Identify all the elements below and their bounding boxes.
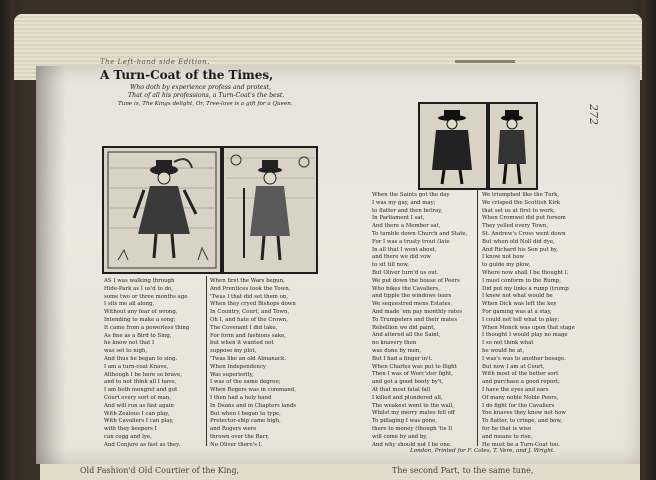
verse-line: Although I be here so brave, bbox=[104, 371, 182, 378]
verse-line: no knavery then bbox=[372, 340, 417, 347]
next-page-right-text: The second Part, to the same tune, bbox=[392, 466, 534, 475]
tune-line: Tune is, The Kings delight, Or, Tree-love is a gift for a Queen. bbox=[118, 101, 293, 107]
verse-line: And altered all the Saint, bbox=[372, 332, 441, 339]
verse-line: was done by men, bbox=[372, 347, 422, 354]
verse-line: I was of the same degree; bbox=[210, 379, 281, 386]
verse-line: No Oliver there's I. bbox=[210, 441, 263, 448]
verse-line: To Trumpeters and their mates bbox=[372, 316, 458, 323]
verse-line: Of many noble Noble Peers, bbox=[482, 394, 559, 401]
verse-line: To flatter, to cringe, and bow, bbox=[482, 418, 563, 425]
verse-line: I knew not what would be bbox=[482, 293, 553, 300]
verse-line: With Zealous I can play, bbox=[104, 410, 170, 417]
verse-line: Protector-ship came high, bbox=[210, 418, 281, 425]
verse-line: And thus he began to sing. bbox=[104, 355, 178, 362]
verse-line: 'Twas like an old Almanack. bbox=[210, 355, 286, 362]
verse-line: for he that is wise bbox=[482, 425, 532, 432]
verse-column-3 bbox=[372, 192, 467, 449]
verse-line: For gaming was at a stay, bbox=[482, 308, 552, 315]
roundhead-figure-illustration bbox=[420, 104, 486, 188]
verse-line: Who bikes the Cavaliers, bbox=[372, 285, 440, 292]
verse-line: will come by and by, bbox=[372, 433, 428, 440]
verse-line: At that most fatal fall bbox=[372, 386, 431, 393]
verse-line: suppose my plot, bbox=[210, 348, 257, 355]
woodcut-figure-right-2 bbox=[488, 102, 538, 190]
verse-line: When first the Wars begun, bbox=[210, 278, 285, 284]
verse-line: to sit till now, bbox=[372, 262, 409, 269]
verse-line: with they keepers I bbox=[104, 426, 157, 433]
verse-line: I am a turn-coat Knave, bbox=[104, 363, 169, 370]
verse-line: Hide-Park as I us'd to do, bbox=[104, 285, 173, 292]
verse-line: St. Andrew's Cross went down bbox=[482, 230, 566, 237]
verse-line: to guide my plow, bbox=[482, 262, 531, 269]
verse-line: To pillaging I was gone, bbox=[372, 418, 438, 425]
verse-line: I am both mongrel and gut bbox=[104, 387, 178, 394]
verse-line: I thought I would play no mage bbox=[482, 332, 568, 339]
gentleman-figure-illustration bbox=[490, 104, 536, 188]
verse-line: When Charles was put to flight bbox=[372, 363, 457, 370]
verse-line: Was superiority, bbox=[210, 371, 254, 378]
gutter-shadow bbox=[36, 66, 66, 464]
verse-line: When Rogers was in command, bbox=[210, 387, 296, 394]
verse-line: For I was a trusty trout (late bbox=[372, 238, 450, 245]
verse-line: he know not that I bbox=[104, 340, 155, 347]
woodcut-cavalier bbox=[102, 146, 222, 274]
verse-line: I sits me all along, bbox=[104, 301, 155, 308]
verse-line: there to money (though 'tis I) bbox=[372, 425, 453, 432]
woodcut-figure-right-1 bbox=[418, 102, 488, 190]
cavalier-figure-illustration bbox=[104, 148, 220, 272]
top-strip-text: The Left-hand side Edition. bbox=[100, 58, 211, 66]
verse-line: Whilst my merry mates fell off bbox=[372, 410, 455, 417]
verse-line: I was's was to another besage. bbox=[482, 355, 566, 362]
verse-line: and means to rise, bbox=[482, 433, 533, 440]
verse-column-4 bbox=[482, 192, 575, 449]
subtitle-line-1: Who doth by experience profess and protest, bbox=[130, 84, 271, 91]
verse-line: We put down the house of Peers bbox=[372, 277, 460, 284]
verse-line: he would be at, bbox=[482, 347, 525, 354]
verse-line: I killed and plundered all, bbox=[372, 394, 443, 401]
verse-line: I then had a holy hand bbox=[210, 394, 272, 401]
verse-line: And made 'em pay monthly rates bbox=[372, 308, 462, 315]
verse-line: When they cryed Bishops down bbox=[210, 301, 296, 308]
verse-line: To tumble down Church and State, bbox=[372, 230, 468, 237]
verse-line: I could not tell what to play; bbox=[482, 316, 560, 323]
verse-line: When Monck was upon that stage bbox=[482, 324, 575, 331]
verse-line: was set to nigh, bbox=[104, 348, 148, 355]
verse-line: and purchase a good report; bbox=[482, 379, 560, 386]
top-strip-rule bbox=[455, 60, 515, 63]
verse-line: and there we did vow bbox=[372, 254, 431, 261]
column-rule-1 bbox=[206, 276, 207, 446]
verse-line: 'Twas I that did set them on, bbox=[210, 293, 289, 300]
verse-line: Did put my links a rump (trump bbox=[482, 285, 569, 292]
verse-line: They yelled every Town, bbox=[482, 223, 549, 230]
verse-line: thrown over the Barr, bbox=[210, 433, 270, 440]
verse-line: The weakest went to the wall, bbox=[372, 402, 454, 409]
verse-line: and tipple the windows tears bbox=[372, 293, 452, 300]
verse-line: to flatter and then betray, bbox=[372, 207, 443, 214]
verse-column-1 bbox=[104, 278, 189, 450]
verse-line: When Independency bbox=[210, 363, 266, 370]
verse-line: For form and fashions sake, bbox=[210, 332, 286, 339]
verse-line: But Oliver turn'd us out. bbox=[372, 269, 439, 276]
printer-imprint: London, Printed for F. Coles, T. Vere, and J. Wright. bbox=[410, 448, 555, 454]
verse-line: And there a Member sat, bbox=[372, 223, 441, 230]
verse-line: But I had a finger in't. bbox=[372, 355, 433, 362]
verse-line: some two or three months ago bbox=[104, 293, 188, 300]
verse-column-2 bbox=[210, 278, 296, 450]
verse-line: and Rogers were bbox=[210, 426, 257, 433]
verse-line: We sequestred mens Estates, bbox=[372, 301, 453, 308]
verse-line: With most of the better sort bbox=[482, 371, 559, 378]
verse-line: Court every sort of man, bbox=[104, 394, 171, 401]
verse-line: and to not think all I have, bbox=[104, 379, 177, 386]
verse-line: that set us at first to work, bbox=[482, 207, 555, 214]
verse-line: Where now shall I be thought I. bbox=[482, 269, 569, 276]
subtitle-line-2: That of all his professions, a Turn-Coat's the best. bbox=[128, 92, 285, 99]
folio-number: 272 bbox=[587, 104, 600, 125]
verse-line: And Prentices took the Town, bbox=[210, 285, 291, 292]
verse-line: The Covenant I did take, bbox=[210, 324, 278, 331]
puritan-figure-illustration bbox=[224, 148, 316, 272]
verse-line: When Dick was left the key bbox=[482, 301, 557, 308]
verse-line: I do fight for the Cavaliers bbox=[482, 402, 555, 409]
woodcut-puritan bbox=[222, 146, 318, 274]
book-cover-right bbox=[642, 0, 656, 480]
verse-line: But when old Noll did dye, bbox=[482, 238, 555, 245]
ballad-title: A Turn-Coat of the Times, bbox=[100, 68, 274, 82]
verse-line: In all that I went about, bbox=[372, 246, 437, 253]
column-rule-3 bbox=[477, 188, 478, 446]
verse-line: And Conjure as fast as they. bbox=[104, 441, 181, 448]
verse-line: And why should not I be one. bbox=[372, 441, 452, 448]
verse-line: When the Saints got the day bbox=[372, 192, 450, 198]
verse-line: It came from a powerless thing bbox=[104, 324, 190, 331]
verse-line: He must be a Turn-Coat too. bbox=[482, 441, 560, 448]
verse-line: Intending to make a song; bbox=[104, 316, 176, 323]
verse-line: I so not think what bbox=[482, 340, 534, 347]
verse-line: I have the eyes and ears bbox=[482, 386, 549, 393]
verse-line: Then I was of Worc'ster fight, bbox=[372, 371, 453, 378]
verse-line: In Country, Court, and Town, bbox=[210, 309, 290, 316]
verse-line: Without any fear of wrong, bbox=[104, 309, 178, 316]
verse-line: In Deans and in Chapters lands bbox=[210, 402, 297, 409]
book-cover-left bbox=[0, 0, 14, 480]
verse-line: But when I began to type, bbox=[210, 410, 281, 417]
verse-line: And will run as fast again bbox=[104, 402, 174, 409]
verse-line: With Cavaliers I can play, bbox=[104, 418, 174, 425]
verse-line: can cogg and lye, bbox=[104, 433, 152, 440]
verse-line: And Richard his Son put by, bbox=[482, 246, 558, 253]
verse-line: When Cromwel did put forsom bbox=[482, 215, 566, 222]
verse-line: In Parliament I sat, bbox=[372, 215, 425, 222]
verse-line: We crisped the Scottish Kirk bbox=[482, 199, 560, 206]
next-page-left-text: Old Fashion'd Old Courtier of the King, bbox=[80, 466, 240, 475]
verse-line: AS I was walking through bbox=[104, 278, 175, 284]
verse-line: You knaves they know not how bbox=[482, 410, 567, 417]
verse-line: Rebellion we did paint, bbox=[372, 324, 436, 331]
verse-line: Oh I, and hate of the Crown, bbox=[210, 316, 289, 323]
verse-line: We triumphed like the Turk, bbox=[482, 192, 560, 198]
verse-line: but when it wanted not bbox=[210, 340, 274, 347]
next-page-strip bbox=[40, 464, 640, 480]
verse-line: and got a good booty by't, bbox=[372, 379, 444, 386]
verse-line: But now I am at Court, bbox=[482, 363, 545, 370]
verse-line: As fine as a Bird to Sing, bbox=[104, 332, 172, 339]
verse-line: I was my gay, and may; bbox=[372, 199, 436, 206]
verse-line: I must conform to the Rump, bbox=[482, 277, 561, 284]
verse-line: I know not how bbox=[482, 254, 525, 261]
